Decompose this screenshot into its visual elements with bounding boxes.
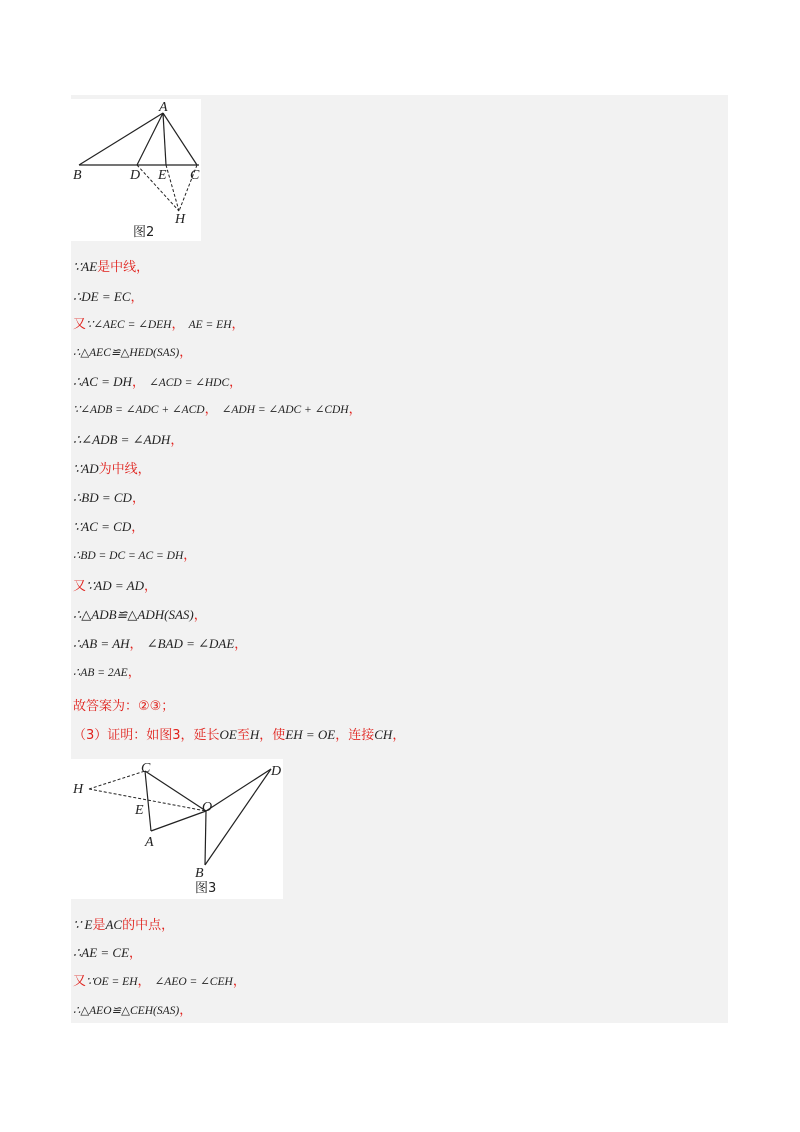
- step-7: ∴∠ADB = ∠ADH，: [73, 432, 184, 448]
- answer-line: 故答案为：②③；: [73, 699, 175, 714]
- step-2: ∴DE = EC，: [73, 289, 144, 305]
- fig2-label-e: E: [158, 168, 167, 183]
- step-1: ∵AE是中线，: [73, 259, 150, 275]
- step-14: ∴AB = AH， ∠BAD = ∠DAE，: [73, 636, 248, 652]
- fig3-label-d: D: [271, 764, 282, 779]
- step-15: ∴AB = 2AE，: [73, 665, 141, 680]
- fig2-label-a: A: [159, 100, 168, 115]
- step2-4: ∴△AEO≌△CEH(SAS)，: [73, 1003, 193, 1018]
- step-3: 又∵∠AEC = ∠DEH， AE = EH，: [73, 317, 245, 332]
- step-11: ∴BD = DC = AC = DH，: [73, 548, 197, 563]
- step-10: ∵AC = CD，: [73, 519, 145, 535]
- fig3-label-c: C: [141, 761, 151, 776]
- figure-2: [71, 99, 201, 241]
- step2-3: 又∵OE = EH， ∠AEO = ∠CEH，: [73, 974, 246, 989]
- fig2-label-b: B: [73, 168, 82, 183]
- step-5: ∴AC = DH， ∠ACD = ∠HDC，: [73, 374, 243, 390]
- step-13: ∴△ADB≌△ADH(SAS)，: [73, 607, 207, 623]
- fig2-label-h: H: [175, 212, 186, 227]
- fig2-label-d: D: [130, 168, 141, 183]
- fig2-caption: 图2: [133, 225, 155, 240]
- fig3-label-o: O: [202, 800, 213, 815]
- fig2-label-c: C: [190, 168, 200, 183]
- fig3-label-b: B: [195, 866, 204, 881]
- step-9: ∴BD = CD，: [73, 490, 145, 506]
- step2-1: ∵ E是AC的中点，: [73, 917, 175, 933]
- step2-2: ∴AE = CE，: [73, 945, 143, 961]
- fig3-label-h: H: [73, 782, 84, 797]
- proof-3-intro: （3）证明：如图3，延长OE至H，使EH = OE，连接CH，: [73, 727, 406, 743]
- fig3-label-e: E: [135, 803, 144, 818]
- step-4: ∴△AEC≌△HED(SAS)，: [73, 345, 193, 360]
- fig3-caption: 图3: [195, 881, 217, 896]
- step-8: ∵AD为中线，: [73, 461, 151, 477]
- fig3-label-a: A: [145, 835, 154, 850]
- step-12: 又∵AD = AD，: [73, 578, 157, 594]
- figure-3: [71, 759, 283, 899]
- step-6: ∵∠ADB = ∠ADC + ∠ACD， ∠ADH = ∠ADC + ∠CDH，: [73, 402, 362, 417]
